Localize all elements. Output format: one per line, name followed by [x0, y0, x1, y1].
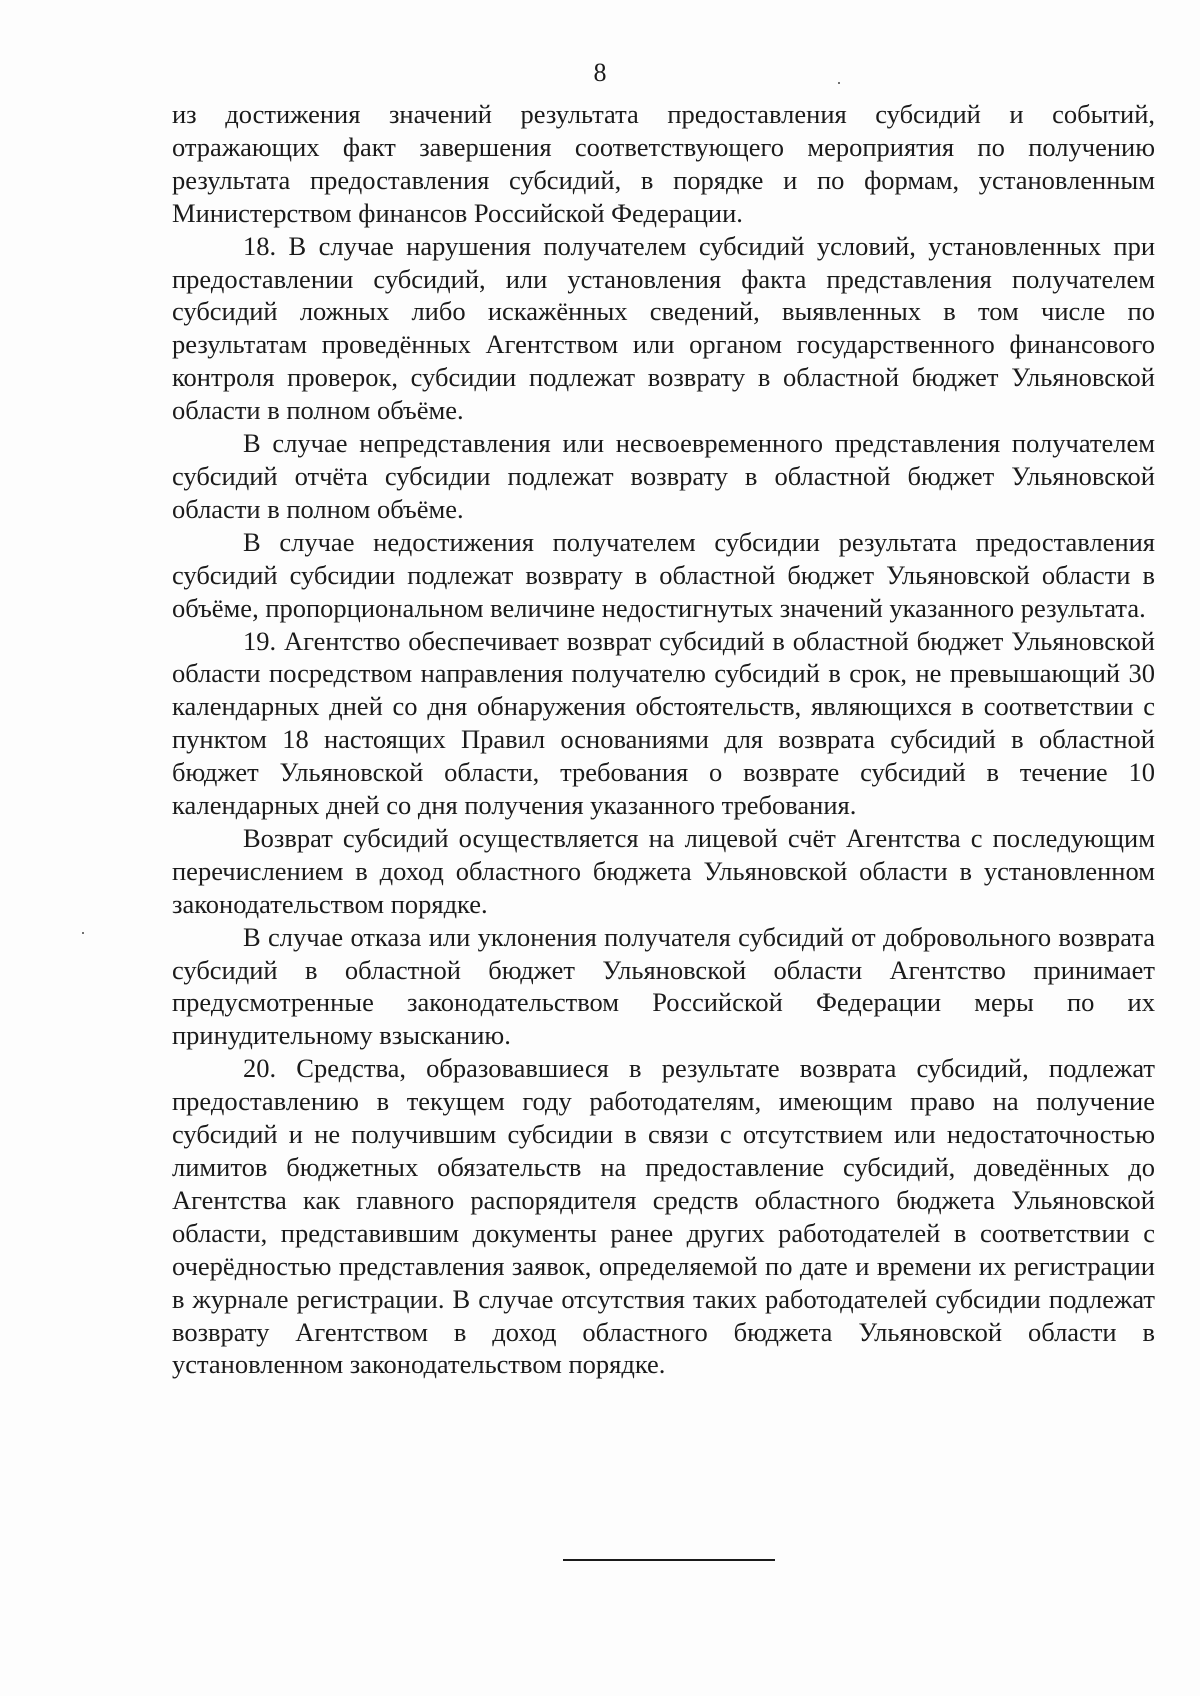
document-body: [172, 98, 1155, 1381]
paragraph-refund-account: Возврат субсидий осуществляется на лицевой счёт Агентства с последующим перечислением в доход областного бюджета Ульяновской области в установленном законодательством порядке.: [172, 822, 1155, 919]
end-divider: [563, 1559, 775, 1561]
scan-speck: [82, 932, 84, 934]
paragraph-item-20: 20. Средства, образовавшиеся в результате возврата субсидий, подлежат предоставлению в текущем году работодателям, имеющим право на получение субсидий и не получившим субсидии в связи с отсутствием или недостаточностью лимитов бюджетных обязательств на предоставление субсидий, доведённых до Агентства как главного распорядителя средств областного бюджета Ульяновской области, представившим документы ранее других работодателей в соответствии с очерёдностью представления заявок, определяемой по дате и времени их регистрации в журнале регистрации. В случае отсутствия таких работодателей субсидии подлежат возврату Агентством в доход областного бюджета Ульяновской области в установленном законодательством порядке.: [172, 1053, 1155, 1380]
paragraph-refusal: В случае отказа или уклонения получателя субсидий от добровольного возврата субсидий в областной бюджет Ульяновской области Агентство принимает предусмотренные законодательством Российской Федерации меры по их принудительному взысканию.: [172, 921, 1155, 1051]
paragraph-item-18: 18. В случае нарушения получателем субсидий условий, установленных при предоставлении субсидий, или установления факта представления получателем субсидий ложных либо искажённых сведений, выявленных в том числе по результатам проведённых Агентством или органом государственного финансового контроля проверок, субсидии подлежат возврату в областной бюджет Ульяновской области в полном объёме.: [172, 230, 1155, 426]
page-number: 8: [593, 58, 607, 87]
paragraph-result-shortfall: В случае недостижения получателем субсидии результата предоставления субсидий субсидии подлежат возврату в областной бюджет Ульяновской области в объёме, пропорциональном величине недостигнутых значений указанного результата.: [172, 526, 1155, 623]
scan-speck: [838, 82, 840, 84]
paragraph-continuation: из достижения значений результата предоставления субсидий и событий, отражающих факт завершения соответствующего мероприятия по получению результата предоставления субсидий, в порядке и по формам, установленным Министерством финансов Российской Федерации.: [172, 99, 1155, 228]
paragraph-item-19: 19. Агентство обеспечивает возврат субсидий в областной бюджет Ульяновской области посредством направления получателю субсидий в срок, не превышающий 30 календарных дней со дня обнаружения обстоятельств, являющихся в соответствии с пунктом 18 настоящих Правил основаниями для возврата субсидий в областной бюджет Ульяновской области, требования о возврате субсидий в течение 10 календарных дней со дня получения указанного требования.: [172, 625, 1155, 821]
paragraph-report-failure: В случае непредставления или несвоевременного представления получателем субсидий отчёта субсидии подлежат возврату в областной бюджет Ульяновской области в полном объёме.: [172, 428, 1155, 524]
